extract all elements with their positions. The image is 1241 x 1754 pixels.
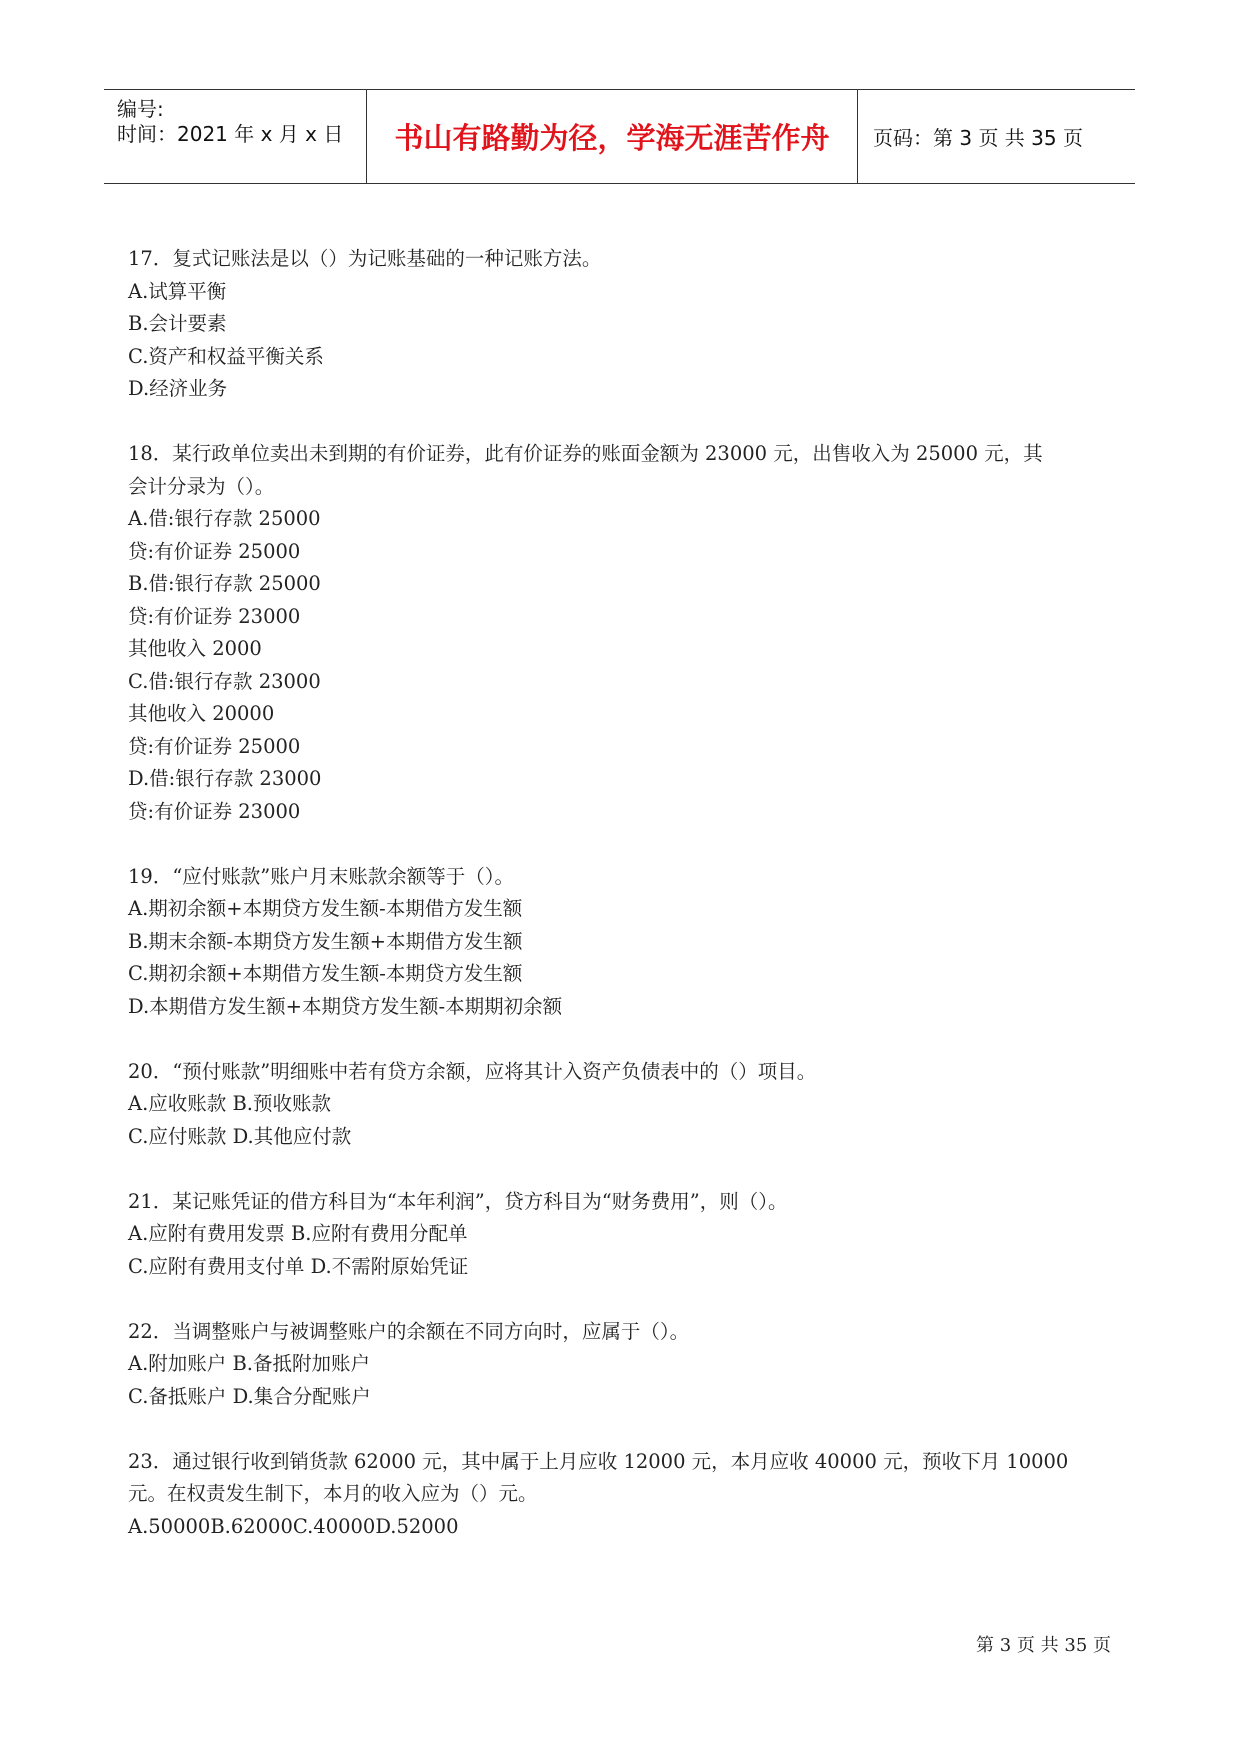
question-line: B.会计要素 xyxy=(128,312,227,335)
question-line: 贷:有价证券 25000 xyxy=(128,539,301,563)
question-line: A.附加账户 B.备抵附加账户 xyxy=(128,1352,371,1375)
question-block xyxy=(128,1186,1128,1284)
question-line: B.期末余额-本期贷方发生额+本期借方发生额 xyxy=(128,929,523,953)
question-line: D.本期借方发生额+本期贷方发生额-本期期初余额 xyxy=(128,994,563,1018)
question-line: 其他收入 20000 xyxy=(128,702,275,725)
question-block xyxy=(128,861,1128,1024)
question-block xyxy=(128,1056,1128,1154)
question-line: B.借:银行存款 25000 xyxy=(128,572,321,595)
header-page-code: 页码：第 3 页 共 35 页 xyxy=(873,126,1083,150)
question-line: D.借:银行存款 23000 xyxy=(128,767,322,790)
question-text: 19．“应付账款”账户月末账款余额等于（）。 xyxy=(128,864,515,888)
number-label: 编号: xyxy=(117,97,164,121)
question-text: 20．“预付账款”明细账中若有贷方余额，应将其计入资产负债表中的（）项目。 xyxy=(128,1059,817,1083)
question-line: A.期初余额+本期贷方发生额-本期借方发生额 xyxy=(128,897,523,920)
question-text: 17．复式记账法是以（）为记账基础的一种记账方法。 xyxy=(128,247,602,270)
question-line: 贷:有价证券 25000 xyxy=(128,734,301,758)
question-line: C.借:银行存款 23000 xyxy=(128,669,321,693)
question-line: 贷:有价证券 23000 xyxy=(128,799,301,823)
question-block xyxy=(128,1316,1128,1414)
question-line: A.借:银行存款 25000 xyxy=(128,507,321,530)
page-footer: 第 3 页 共 35 页 xyxy=(976,1635,1111,1656)
question-block xyxy=(128,438,1128,828)
header-motto: 书山有路勤为径，学海无涯苦作舟 xyxy=(367,90,858,183)
question-line: A.试算平衡 xyxy=(128,279,227,303)
question-line: A.应附有费用发票 B.应附有费用分配单 xyxy=(128,1222,468,1245)
question-line: C.备抵账户 D.集合分配账户 xyxy=(128,1384,371,1408)
question-line: C.期初余额+本期借方发生额-本期贷方发生额 xyxy=(128,962,523,985)
question-line: 会计分录为（）。 xyxy=(128,474,275,498)
question-list xyxy=(128,243,1128,1576)
question-line: A.应收账款 B.预收账款 xyxy=(128,1092,332,1115)
question-line: C.资产和权益平衡关系 xyxy=(128,344,324,368)
question-line: 元。在权责发生制下，本月的收入应为（）元。 xyxy=(128,1482,538,1505)
time-label: 时间：2021 年 x 月 x 日 xyxy=(117,122,344,146)
question-line: 其他收入 2000 xyxy=(128,637,262,660)
page-header xyxy=(104,89,1135,184)
question-line: A.50000B.62000C.40000D.52000 xyxy=(128,1514,459,1538)
question-line: C.应附有费用支付单 D.不需附原始凭证 xyxy=(128,1254,469,1278)
question-text: 22．当调整账户与被调整账户的余额在不同方向时，应属于（）。 xyxy=(128,1319,690,1343)
question-line: D.经济业务 xyxy=(128,377,228,400)
question-text: 21．某记账凭证的借方科目为“本年利润”，贷方科目为“财务费用”，则（）。 xyxy=(128,1189,788,1213)
question-text: 23．通过银行收到销货款 62000 元，其中属于上月应收 12000 元，本月应收 40000 元，预收下月 10000 xyxy=(128,1449,1069,1473)
question-line: C.应付账款 D.其他应付款 xyxy=(128,1124,352,1148)
question-block xyxy=(128,243,1128,406)
question-block xyxy=(128,1446,1128,1544)
header-info-cell xyxy=(104,90,367,183)
question-text: 18．某行政单位卖出未到期的有价证券，此有价证券的账面金额为 23000 元，出售收入为 25000 元，其 xyxy=(128,442,1043,465)
question-line: 贷:有价证券 23000 xyxy=(128,604,301,628)
